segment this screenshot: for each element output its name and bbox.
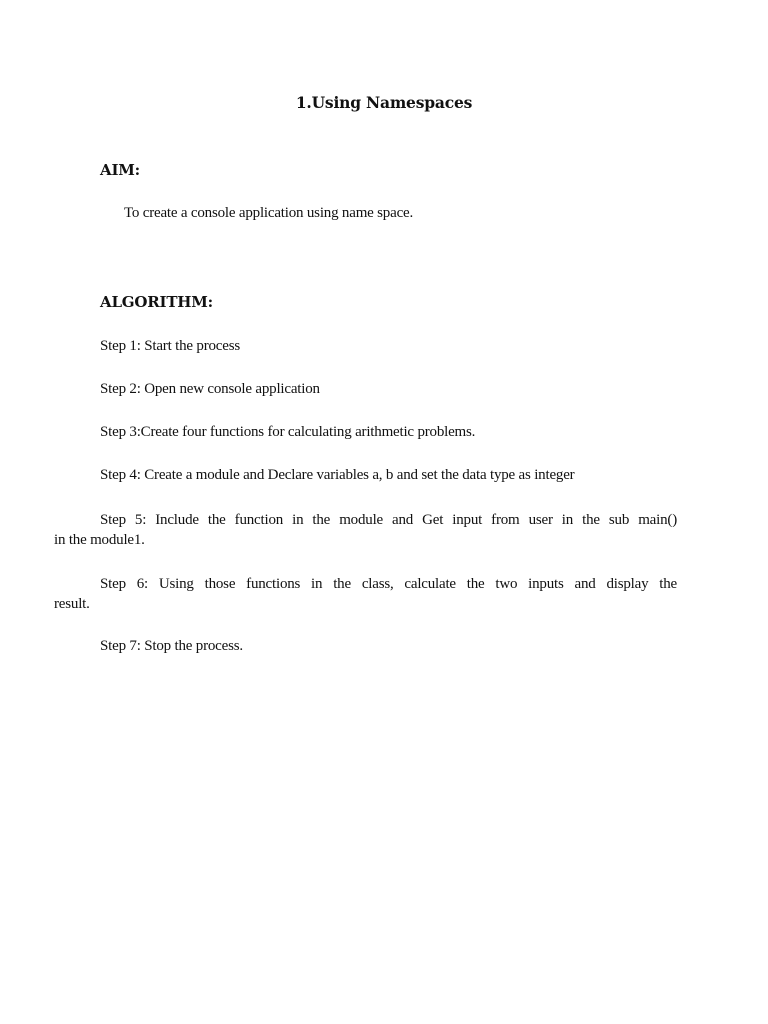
algorithm-step-5 [54, 510, 677, 550]
algorithm-step-5-line-2: in the module1. [54, 532, 145, 548]
algorithm-step-6-line-2: result. [54, 596, 90, 612]
page-title: 1.Using Namespaces [295, 93, 473, 112]
algorithm-step-3: Step 3:Create four functions for calculating arithmetic problems. [100, 424, 476, 440]
algorithm-heading: ALGORITHM: [100, 293, 214, 311]
algorithm-step-7: Step 7: Stop the process. [100, 638, 243, 654]
algorithm-step-4: Step 4: Create a module and Declare variables a, b and set the data type as integer [100, 467, 575, 483]
algorithm-step-2: Step 2: Open new console application [100, 381, 320, 397]
algorithm-step-5-line-1: Step 5: Include the function in the module and Get input from user in the sub main() [100, 512, 677, 528]
aim-text: To create a console application using name space. [124, 205, 414, 221]
aim-heading: AIM: [100, 161, 140, 179]
algorithm-step-6 [54, 574, 677, 614]
algorithm-step-6-line-1: Step 6: Using those functions in the class, calculate the two inputs and display the [100, 576, 677, 592]
algorithm-step-1: Step 1: Start the process [100, 338, 240, 354]
